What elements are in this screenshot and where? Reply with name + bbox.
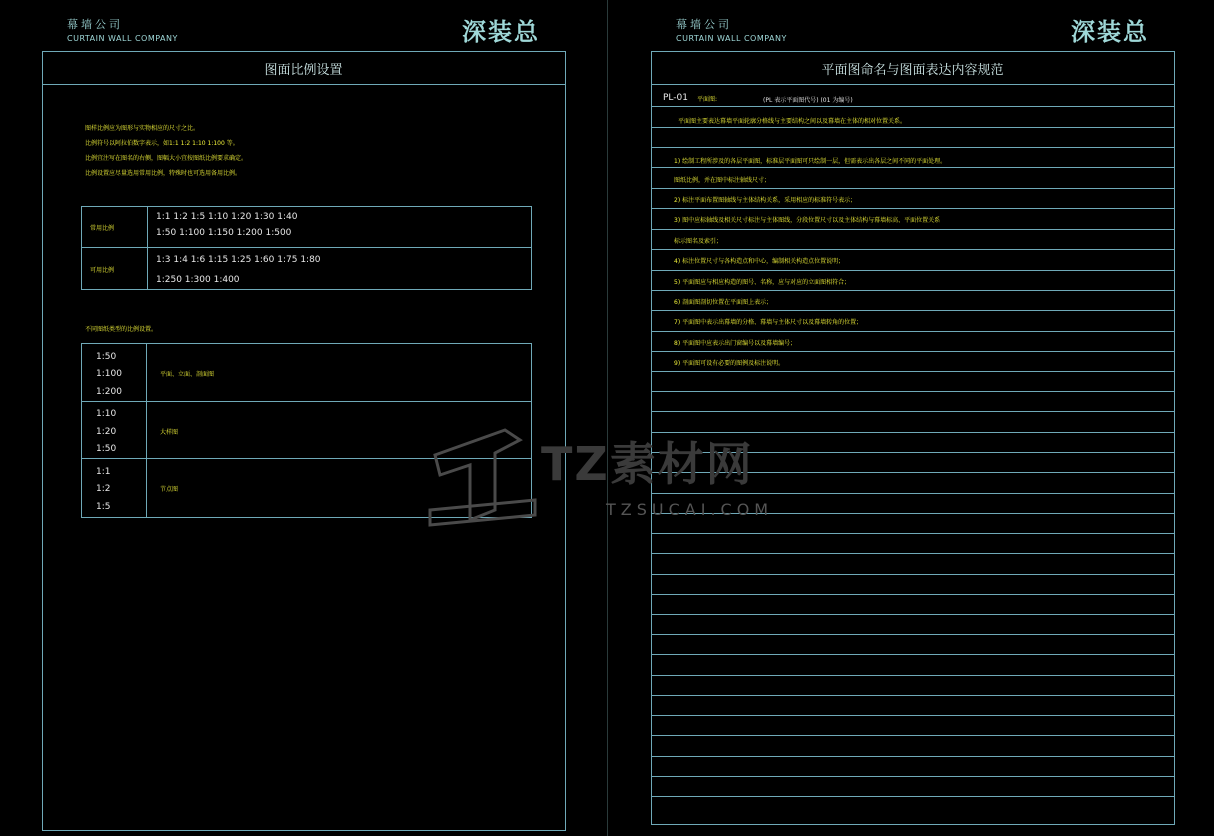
right-code: PL-01 — [663, 93, 688, 103]
type-row-1-label: 平面、立面、剖面图 — [160, 371, 215, 378]
left-sheet-title: 图面比例设置 — [264, 63, 343, 78]
ruled-line — [651, 411, 1174, 412]
scale-row-2-line1: 1:3 1:4 1:6 1:15 1:25 1:60 1:75 1:80 — [156, 255, 321, 265]
ruled-line — [651, 147, 1174, 148]
watermark-brand: TZ素材网 — [541, 437, 754, 491]
ruled-line — [651, 290, 1174, 291]
ruled-line — [651, 574, 1174, 575]
type-row-3-scale-3: 1:5 — [96, 502, 111, 512]
type-row-1-scale-2: 1:100 — [96, 369, 122, 379]
ruled-line — [651, 391, 1174, 392]
right-item-3: 3) 图中应标轴线及相关尺寸标注与主体图线，分段位置尺寸以及主体结构与幕墙标高、平面位置关系 — [674, 217, 941, 224]
ruled-line — [651, 756, 1174, 757]
left-note-2: 比例符号以阿拉伯数字表示，如1:1 1:2 1:10 1:100 等。 — [85, 140, 239, 147]
ruled-line — [651, 695, 1174, 696]
ruled-line — [651, 796, 1174, 797]
type-row-1-scale-3: 1:200 — [96, 387, 122, 397]
left-note-4: 比例设置应尽量选用常用比例，特殊时也可选用备用比例。 — [85, 170, 242, 177]
right-item-8: 8) 平面图中应表示出门窗编号以及幕墙编号； — [674, 340, 797, 347]
right-item-4: 4) 标注位置尺寸与各构造点和中心，编制相关构造点位置说明； — [674, 258, 845, 265]
left-company-cn: 幕墙公司 — [67, 18, 123, 31]
scale-row-2-line2: 1:250 1:300 1:400 — [156, 275, 240, 285]
right-company-cn: 幕墙公司 — [676, 18, 732, 31]
ruled-line — [651, 208, 1174, 209]
scale-row-1-label: 常用比例 — [90, 225, 115, 232]
watermark-url: TZSUCAI.COM — [606, 500, 774, 519]
right-item-1b: 图纸比例，并在图中标注轴线尺寸； — [674, 177, 771, 184]
left-note-1: 图样比例应为图形与实物相应的尺寸之比。 — [85, 125, 200, 132]
right-code-note: (PL 表示平面图代号) (01 为编号) — [763, 97, 853, 104]
scale-table — [81, 206, 532, 290]
page-divider — [607, 0, 608, 836]
ruled-line — [651, 127, 1174, 128]
scale-row-1-line2: 1:50 1:100 1:150 1:200 1:500 — [156, 228, 292, 238]
ruled-line — [651, 654, 1174, 655]
right-item-6: 6) 剖面图剖切位置在平面图上表示； — [674, 299, 773, 306]
scale-table-row-divider — [81, 247, 531, 248]
left-note-3: 比例宜注写在图名的右侧，图幅大小宜按图纸比例要求确定。 — [85, 155, 248, 162]
type-row-1-scale-1: 1:50 — [96, 352, 117, 362]
ruled-line — [651, 533, 1174, 534]
ruled-line — [651, 331, 1174, 332]
right-logo: 深装总 — [1071, 17, 1149, 46]
ruled-line — [651, 614, 1174, 615]
right-item-2: 2) 标注平面布置图轴线与主体结构关系，采用相应的标准符号表示； — [674, 197, 857, 204]
ruled-line — [651, 776, 1174, 777]
ruled-line — [651, 371, 1174, 372]
right-item-1: 1) 绘制工程所涉及的各层平面图，标准层平面图可只绘制一层，但需表示出各层之间不同的平面处理。 — [674, 158, 947, 165]
ruled-line — [651, 188, 1174, 189]
type-row-3-scale-2: 1:2 — [96, 484, 111, 494]
type-row-2-scale-3: 1:50 — [96, 444, 117, 454]
ruled-line — [651, 594, 1174, 595]
ruled-line — [651, 675, 1174, 676]
left-logo: 深装总 — [462, 17, 540, 46]
section2-title: 不同图纸类型的比例设置。 — [85, 326, 158, 333]
right-item-3b: 标示图名及索引； — [674, 238, 723, 245]
ruled-line — [651, 229, 1174, 230]
type-row-2-label: 大样图 — [160, 429, 179, 436]
right-item-7: 7) 平面图中表示出幕墙的分格、幕墙与主体尺寸以及幕墙转角的位置； — [674, 319, 863, 326]
type-row-2-scale-1: 1:10 — [96, 409, 117, 419]
right-code-label: 平面图: — [697, 96, 718, 103]
ruled-line — [651, 553, 1174, 554]
type-table-col-divider — [146, 343, 147, 517]
right-item-9: 9) 平面图可设有必要的图例及标注说明。 — [674, 360, 785, 367]
ruled-line — [651, 84, 1174, 85]
type-table-row-divider-1 — [81, 401, 531, 402]
ruled-line — [651, 715, 1174, 716]
scale-row-2-label: 可用比例 — [90, 267, 115, 274]
ruled-line — [651, 351, 1174, 352]
left-company-en: CURTAIN WALL COMPANY — [67, 34, 178, 43]
right-intro: 平面图主要表达幕墙平面轮廓分格线与主要结构之间以及幕墙在主体的相对位置关系。 — [678, 118, 907, 125]
ruled-line — [651, 106, 1174, 107]
type-row-2-scale-2: 1:20 — [96, 427, 117, 437]
scale-row-1-line1: 1:1 1:2 1:5 1:10 1:20 1:30 1:40 — [156, 212, 298, 222]
ruled-line — [651, 735, 1174, 736]
right-item-5: 5) 平面图应与相应构造的图号、名称，应与对应的立面图相符合； — [674, 279, 851, 286]
ruled-line — [651, 167, 1174, 168]
ruled-line — [651, 634, 1174, 635]
right-sheet-title: 平面图命名与图面表达内容规范 — [821, 63, 1004, 78]
type-row-3-scale-1: 1:1 — [96, 467, 111, 477]
left-title-divider — [42, 84, 565, 85]
ruled-line — [651, 270, 1174, 271]
ruled-line — [651, 310, 1174, 311]
right-company-en: CURTAIN WALL COMPANY — [676, 34, 787, 43]
watermark-logo-icon — [425, 415, 545, 530]
ruled-line — [651, 249, 1174, 250]
type-row-3-label: 节点图 — [160, 486, 179, 493]
